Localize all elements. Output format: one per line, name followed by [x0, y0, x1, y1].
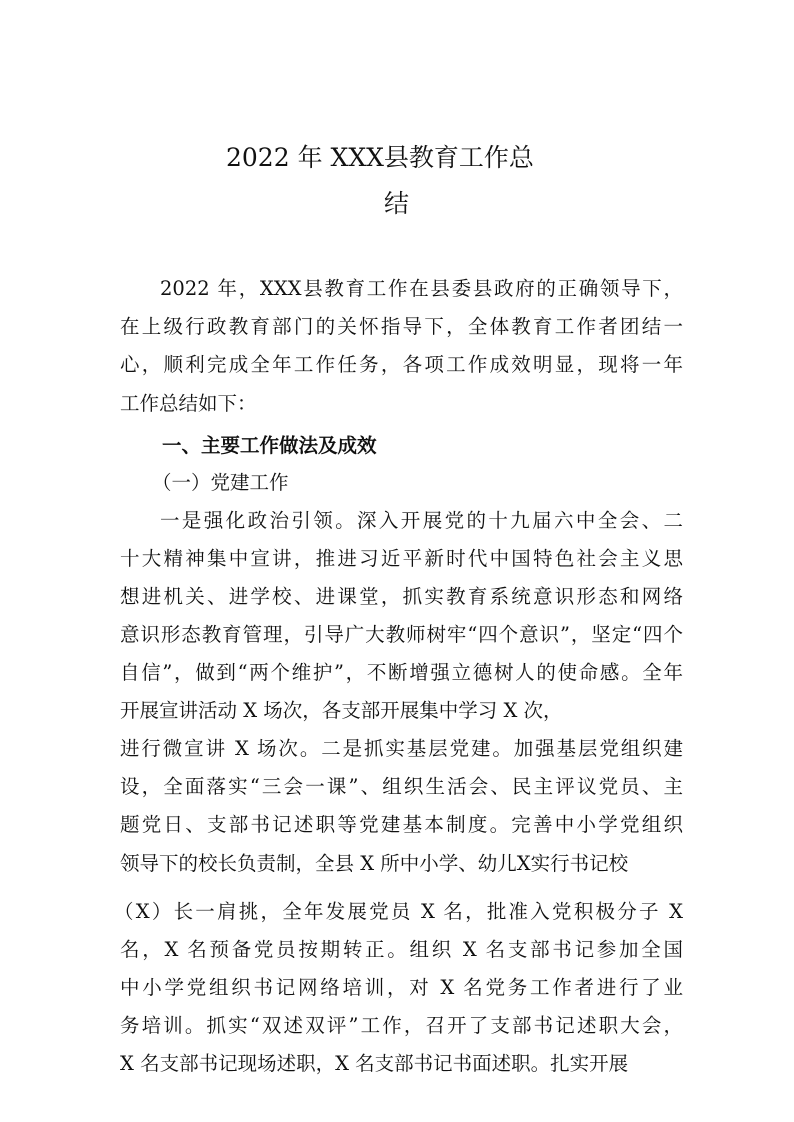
paragraph-line: 工作总结如下：: [120, 392, 257, 415]
paragraph-line: 在上级行政教育部门的关怀指导下，全体教育工作者团结一: [120, 315, 683, 338]
paragraph-line: 务培训。抓实“双述双评”工作，召开了支部书记述职大会，: [120, 1014, 683, 1037]
paragraph-line: 进行微宣讲 X 场次。二是抓实基层党建。加强基层党组织建: [120, 737, 683, 760]
paragraph-line: 心，顺利完成全年工作任务，各项工作成效明显，现将一年: [120, 353, 683, 376]
paragraph-line: 自信”，做到“两个维护”，不断增强立德树人的使命感。全年: [120, 661, 683, 684]
paragraph-line: 十大精神集中宣讲，推进习近平新时代中国特色社会主义思: [120, 547, 683, 570]
paragraph-line: 一是强化政治引领。深入开展党的十九届六中全会、二: [160, 509, 683, 532]
document-title-line-1: 2022 年 XXX县教育工作总: [226, 143, 534, 172]
paragraph-line: 开展宣讲活动 X 场次，各支部开展集中学习 X 次，: [120, 699, 563, 722]
paragraph-line: 意识形态教育管理，引导广大教师树牢“四个意识”，坚定“四个: [120, 623, 683, 646]
section-heading: 一、主要工作做法及成效: [162, 434, 377, 457]
paragraph-line: 中小学党组织书记网络培训，对 X 名党务工作者进行了业: [120, 976, 683, 999]
paragraph-line: 想进机关、进学校、进课堂，抓实教育系统意识形态和网络: [120, 585, 683, 608]
paragraph-line: 设，全面落实“三会一课”、组织生活会、民主评议党员、主: [120, 775, 683, 798]
paragraph-line: 2022 年，XXX县教育工作在县委县政府的正确领导下，: [160, 277, 683, 300]
paragraph-line: X 名支部书记现场述职，X 名支部书记书面述职。扎实开展: [120, 1052, 629, 1075]
subsection-heading: （一）党建工作: [152, 471, 289, 494]
paragraph-line: 领导下的校长负责制，全县 X 所中小学、幼儿X实行书记校: [120, 852, 629, 875]
document-title-line-2: 结: [384, 189, 410, 218]
paragraph-line: （X）长一肩挑，全年发展党员 X 名，批准入党积极分子 X: [114, 900, 683, 923]
paragraph-line: 名，X 名预备党员按期转正。组织 X 名支部书记参加全国: [120, 938, 683, 961]
paragraph-line: 题党日、支部书记述职等党建基本制度。完善中小学党组织: [120, 813, 683, 836]
